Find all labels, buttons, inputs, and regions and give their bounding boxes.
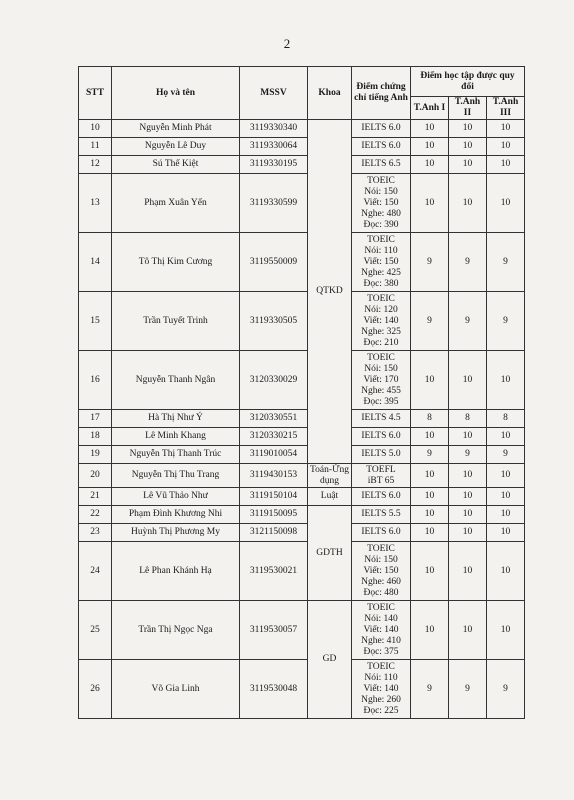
cell-t2: 10 — [449, 428, 487, 446]
cell-mssv: 3119530048 — [240, 660, 308, 719]
table-row — [79, 138, 525, 156]
cert-line: Đọc: 390 — [363, 219, 399, 230]
cell-stt: 14 — [79, 233, 112, 292]
cell-cert — [352, 660, 411, 719]
cell-name: Phạm Đình Khương Nhi — [112, 506, 240, 524]
cert-line: Nghe: 325 — [361, 326, 401, 337]
cert-line: TOEIC — [367, 234, 395, 245]
cell-cert — [352, 488, 411, 506]
cell-t2: 10 — [449, 138, 487, 156]
cert-line: Viết: 150 — [363, 256, 399, 267]
table-row — [79, 292, 525, 351]
cert-line: IELTS 6.0 — [361, 431, 401, 441]
cell-t1: 10 — [411, 542, 449, 601]
table-row — [79, 542, 525, 601]
cell-t3: 8 — [487, 410, 525, 428]
header-t2: T.Anh II — [449, 97, 487, 120]
cell-mssv: 3119150095 — [240, 506, 308, 524]
cert-line: Viết: 170 — [363, 374, 399, 385]
cell-cert — [352, 446, 411, 464]
cert-line: Đọc: 210 — [363, 337, 399, 348]
cert-line: TOEIC — [367, 175, 395, 186]
header-name: Họ và tên — [112, 67, 240, 120]
cell-t2: 8 — [449, 410, 487, 428]
cell-stt: 24 — [79, 542, 112, 601]
cert-line: TOEIC — [367, 352, 395, 363]
cert-line: Nói: 120 — [364, 304, 398, 315]
cell-t3: 10 — [487, 156, 525, 174]
cell-t2: 9 — [449, 233, 487, 292]
cell-name: Võ Gia Linh — [112, 660, 240, 719]
cell-cert — [352, 120, 411, 138]
cert-line: TOEIC — [367, 661, 395, 672]
table-row — [79, 506, 525, 524]
cell-t3: 10 — [487, 138, 525, 156]
cert-line: Nghe: 455 — [361, 385, 401, 396]
cell-mssv: 3121150098 — [240, 524, 308, 542]
cell-khoa: Toán-Ứng dụng — [308, 464, 352, 488]
cell-t2: 9 — [449, 660, 487, 719]
table-row — [79, 488, 525, 506]
cell-mssv: 3119330340 — [240, 120, 308, 138]
cell-stt: 12 — [79, 156, 112, 174]
cell-name: Lê Phan Khánh Hạ — [112, 542, 240, 601]
cert-line: Nghe: 425 — [361, 267, 401, 278]
table-row — [79, 233, 525, 292]
cert-line: IELTS 6.0 — [361, 141, 401, 151]
cert-line: TOEIC — [367, 543, 395, 554]
cell-cert — [352, 542, 411, 601]
cell-t2: 10 — [449, 464, 487, 488]
cert-line: Viết: 150 — [363, 197, 399, 208]
table-row — [79, 660, 525, 719]
cell-mssv: 3119530057 — [240, 601, 308, 660]
cert-line: TOEIC — [367, 602, 395, 613]
cert-line: Viết: 140 — [363, 315, 399, 326]
header-cert: Điểm chứng chỉ tiếng Anh — [352, 67, 411, 120]
cert-line: Nói: 110 — [364, 245, 398, 256]
cert-line: Đọc: 480 — [363, 587, 399, 598]
cert-line: iBT 65 — [367, 475, 395, 486]
cell-mssv: 3119010054 — [240, 446, 308, 464]
cell-t3: 10 — [487, 488, 525, 506]
cell-stt: 22 — [79, 506, 112, 524]
cell-name: Sú Thế Kiệt — [112, 156, 240, 174]
cell-name: Nguyễn Thị Thu Trang — [112, 464, 240, 488]
cell-khoa: GD — [308, 601, 352, 719]
cell-mssv: 3120330551 — [240, 410, 308, 428]
cell-name: Hà Thị Như Ý — [112, 410, 240, 428]
cell-name: Trần Tuyết Trinh — [112, 292, 240, 351]
cell-t3: 9 — [487, 292, 525, 351]
cell-stt: 18 — [79, 428, 112, 446]
cell-name: Lê Minh Khang — [112, 428, 240, 446]
cert-line: Viết: 150 — [363, 565, 399, 576]
cert-line: IELTS 5.0 — [361, 449, 401, 459]
cert-line: Nói: 110 — [364, 672, 398, 683]
cert-line: IELTS 5.5 — [361, 509, 401, 519]
cell-t3: 9 — [487, 660, 525, 719]
cell-stt: 17 — [79, 410, 112, 428]
cert-line: Nghe: 260 — [361, 694, 401, 705]
cell-t2: 10 — [449, 174, 487, 233]
cell-t1: 10 — [411, 464, 449, 488]
cell-t1: 10 — [411, 601, 449, 660]
table-row — [79, 428, 525, 446]
cell-t2: 10 — [449, 156, 487, 174]
cell-mssv: 3119150104 — [240, 488, 308, 506]
cell-name: Phạm Xuân Yến — [112, 174, 240, 233]
cert-line: Viết: 140 — [363, 683, 399, 694]
cell-mssv: 3119430153 — [240, 464, 308, 488]
cert-line: Đọc: 380 — [363, 278, 399, 289]
cell-cert — [352, 428, 411, 446]
table-row — [79, 410, 525, 428]
cell-name: Nguyễn Thị Thanh Trúc — [112, 446, 240, 464]
cell-cert — [352, 233, 411, 292]
table-row — [79, 524, 525, 542]
cell-t2: 10 — [449, 351, 487, 410]
table-row — [79, 174, 525, 233]
cell-cert — [352, 524, 411, 542]
header-converted: Điểm học tập được quy đổi — [411, 67, 525, 97]
cell-t1: 9 — [411, 233, 449, 292]
table-body — [79, 120, 525, 719]
cell-t1: 9 — [411, 292, 449, 351]
cell-t2: 10 — [449, 120, 487, 138]
cell-name: Trần Thị Ngọc Nga — [112, 601, 240, 660]
cell-stt: 16 — [79, 351, 112, 410]
cell-khoa: QTKD — [308, 120, 352, 464]
cert-line: Nghe: 460 — [361, 576, 401, 587]
cell-t3: 10 — [487, 174, 525, 233]
cell-t1: 10 — [411, 428, 449, 446]
cell-t3: 10 — [487, 428, 525, 446]
cell-t2: 10 — [449, 488, 487, 506]
header-stt: STT — [79, 67, 112, 120]
header-t1: T.Anh I — [411, 97, 449, 120]
cell-t3: 9 — [487, 233, 525, 292]
cell-t3: 10 — [487, 601, 525, 660]
cell-t1: 10 — [411, 488, 449, 506]
cell-t2: 10 — [449, 524, 487, 542]
table-row — [79, 464, 525, 488]
cert-line: Nói: 150 — [364, 554, 398, 565]
grades-table — [78, 66, 525, 719]
cell-t1: 10 — [411, 351, 449, 410]
cell-cert — [352, 351, 411, 410]
cell-mssv: 3119550009 — [240, 233, 308, 292]
cert-line: Nghe: 410 — [361, 635, 401, 646]
cell-t3: 10 — [487, 120, 525, 138]
cell-t2: 9 — [449, 292, 487, 351]
cell-khoa: GDTH — [308, 506, 352, 601]
cell-t2: 10 — [449, 542, 487, 601]
cell-cert — [352, 156, 411, 174]
cell-mssv: 3119330599 — [240, 174, 308, 233]
cert-line: Đọc: 395 — [363, 396, 399, 407]
page-number: 2 — [283, 36, 291, 51]
cell-t1: 10 — [411, 156, 449, 174]
cell-t3: 9 — [487, 446, 525, 464]
cell-name: Huỳnh Thị Phương My — [112, 524, 240, 542]
cell-name: Tô Thị Kim Cương — [112, 233, 240, 292]
cell-cert — [352, 138, 411, 156]
cell-stt: 20 — [79, 464, 112, 488]
cell-stt: 25 — [79, 601, 112, 660]
table-row — [79, 601, 525, 660]
cert-line: Nói: 140 — [364, 613, 398, 624]
cell-cert — [352, 174, 411, 233]
cell-cert — [352, 410, 411, 428]
cell-mssv: 3119330064 — [240, 138, 308, 156]
cell-t3: 10 — [487, 351, 525, 410]
cert-line: Viết: 140 — [363, 624, 399, 635]
cell-stt: 21 — [79, 488, 112, 506]
cell-t1: 10 — [411, 174, 449, 233]
cell-t3: 10 — [487, 542, 525, 601]
table-row — [79, 351, 525, 410]
cell-t2: 10 — [449, 506, 487, 524]
cert-line: IELTS 6.0 — [361, 123, 401, 133]
cell-t3: 10 — [487, 464, 525, 488]
cell-cert — [352, 506, 411, 524]
cell-name: Lê Vũ Thảo Như — [112, 488, 240, 506]
cell-mssv: 3119330505 — [240, 292, 308, 351]
cell-stt: 19 — [79, 446, 112, 464]
table-row — [79, 446, 525, 464]
cert-line: TOEIC — [367, 293, 395, 304]
cert-line: IELTS 6.0 — [361, 491, 401, 501]
cell-cert — [352, 601, 411, 660]
cell-khoa: Luật — [308, 488, 352, 506]
cert-line: IELTS 6.0 — [361, 527, 401, 537]
cert-line: IELTS 6.5 — [361, 159, 401, 169]
cell-t3: 10 — [487, 506, 525, 524]
cell-t2: 10 — [449, 601, 487, 660]
cert-line: IELTS 4.5 — [361, 413, 401, 423]
cell-mssv: 3120330029 — [240, 351, 308, 410]
cell-mssv: 3119530021 — [240, 542, 308, 601]
cell-t1: 10 — [411, 138, 449, 156]
header-t3: T.Anh III — [487, 97, 525, 120]
cert-line: TOEFL — [366, 464, 396, 475]
cert-line: Nói: 150 — [364, 186, 398, 197]
cell-t1: 10 — [411, 524, 449, 542]
header-khoa: Khoa — [308, 67, 352, 120]
cell-t1: 9 — [411, 446, 449, 464]
cert-line: Đọc: 225 — [363, 705, 399, 716]
header-mssv: MSSV — [240, 67, 308, 120]
cell-stt: 10 — [79, 120, 112, 138]
cell-mssv: 3119330195 — [240, 156, 308, 174]
cell-cert — [352, 464, 411, 488]
cell-t1: 8 — [411, 410, 449, 428]
table-row — [79, 120, 525, 138]
cell-name: Nguyễn Lê Duy — [112, 138, 240, 156]
cell-mssv: 3120330215 — [240, 428, 308, 446]
cell-t3: 10 — [487, 524, 525, 542]
cert-line: Nghe: 480 — [361, 208, 401, 219]
table-row — [79, 156, 525, 174]
cell-t1: 9 — [411, 660, 449, 719]
cell-name: Nguyễn Minh Phát — [112, 120, 240, 138]
cell-stt: 15 — [79, 292, 112, 351]
cell-t1: 10 — [411, 120, 449, 138]
cell-stt: 23 — [79, 524, 112, 542]
cell-name: Nguyễn Thanh Ngân — [112, 351, 240, 410]
cell-stt: 11 — [79, 138, 112, 156]
cell-cert — [352, 292, 411, 351]
cell-stt: 13 — [79, 174, 112, 233]
cell-stt: 26 — [79, 660, 112, 719]
cell-t2: 9 — [449, 446, 487, 464]
cert-line: Nói: 150 — [364, 363, 398, 374]
cert-line: Đọc: 375 — [363, 646, 399, 657]
cell-t1: 10 — [411, 506, 449, 524]
